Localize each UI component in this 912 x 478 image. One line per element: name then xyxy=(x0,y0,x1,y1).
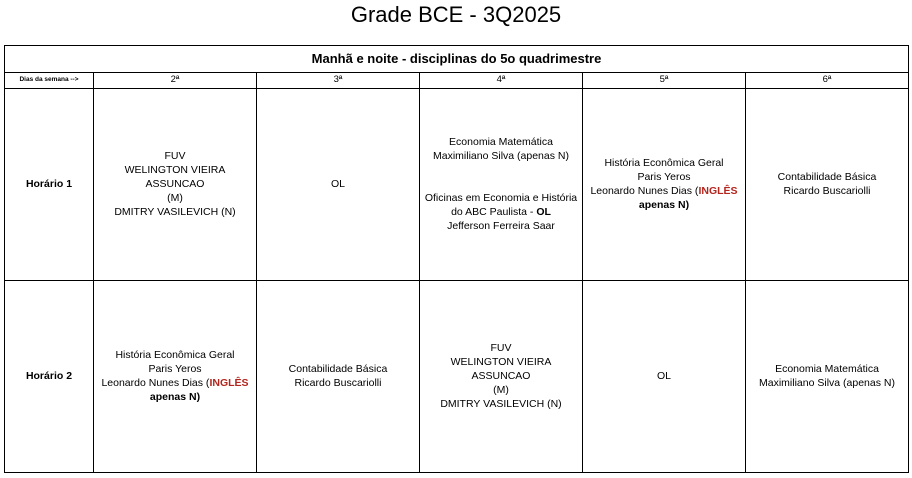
shift-note: apenas N) xyxy=(638,199,690,212)
course-name: História Econômica Geral xyxy=(115,349,235,362)
schedule-cell-h2-friday xyxy=(746,280,909,472)
schedule-cell-h2-thursday xyxy=(583,280,746,472)
day-header-thursday: 5ª xyxy=(583,73,746,89)
schedule-cell-h1-wednesday xyxy=(420,88,583,280)
course-name: FUV xyxy=(164,150,186,163)
table-title: Manhã e noite - disciplinas do 5o quadrimestre xyxy=(5,46,909,73)
document-title: Grade BCE - 3Q2025 xyxy=(350,2,562,27)
schedule-cell-h2-wednesday xyxy=(420,280,583,472)
day-header-tuesday: 3ª xyxy=(257,73,420,89)
course-name: FUV xyxy=(490,342,512,355)
schedule-table xyxy=(4,45,909,473)
day-header-monday: 2ª xyxy=(94,73,257,89)
slot-row-2 xyxy=(5,280,909,472)
course-name: Economia Matemática xyxy=(449,136,553,149)
day-header-wednesday: 4ª xyxy=(420,73,583,89)
course-name: OL xyxy=(330,178,345,191)
language-highlight: INGLÊS xyxy=(209,377,249,390)
professor-name: Paris Yeros xyxy=(148,363,202,376)
course-name: História Econômica Geral xyxy=(604,157,724,170)
course-name: Contabilidade Básica xyxy=(777,171,877,184)
course-name: Contabilidade Básica xyxy=(288,363,388,376)
professor-name: Leonardo Nunes Dias (INGLÊS xyxy=(590,185,738,198)
days-label: Dias da semana --> xyxy=(5,73,94,89)
course-name: Economia Matemática xyxy=(775,363,879,376)
slot-row-1 xyxy=(5,88,909,280)
professor-name: WELINGTON VIEIRA ASSUNCAO xyxy=(124,164,226,191)
professor-name: Jefferson Ferreira Saar xyxy=(447,220,555,233)
professor-name: Leonardo Nunes Dias (INGLÊS xyxy=(101,377,249,390)
schedule-cell-h1-thursday xyxy=(583,88,746,280)
schedule-cell-h1-friday xyxy=(746,88,909,280)
course-name-continued: do ABC Paulista - OL xyxy=(451,206,551,219)
professor-name: Maximiliano Silva (apenas N) xyxy=(759,377,895,390)
ol-marker: OL xyxy=(536,206,551,219)
professor-name: Maximiliano Silva (apenas N) xyxy=(433,150,569,163)
shift-note: apenas N) xyxy=(149,391,201,404)
weekday-header-row xyxy=(5,73,909,89)
course-name: OL xyxy=(656,370,671,383)
schedule-cell-h1-tuesday xyxy=(257,88,420,280)
day-header-friday: 6ª xyxy=(746,73,909,89)
schedule-cell-h2-tuesday xyxy=(257,280,420,472)
table-title-row xyxy=(5,46,909,73)
professor-name: WELINGTON VIEIRA ASSUNCAO xyxy=(450,356,552,383)
slot-label: Horário 1 xyxy=(5,88,94,280)
professor-name: DMITRY VASILEVICH (N) xyxy=(114,206,236,219)
schedule-cell-h2-monday xyxy=(94,280,257,472)
language-highlight: INGLÊS xyxy=(698,185,738,198)
schedule-cell-h1-monday xyxy=(94,88,257,280)
course-name: Oficinas em Economia e História xyxy=(424,192,578,205)
professor-name: Ricardo Buscariolli xyxy=(294,377,382,390)
shift-note: (M) xyxy=(493,384,509,397)
professor-name: Paris Yeros xyxy=(637,171,691,184)
slot-label: Horário 2 xyxy=(5,280,94,472)
professor-name: Ricardo Buscariolli xyxy=(783,185,871,198)
professor-name: DMITRY VASILEVICH (N) xyxy=(440,398,562,411)
shift-note: (M) xyxy=(167,192,183,205)
